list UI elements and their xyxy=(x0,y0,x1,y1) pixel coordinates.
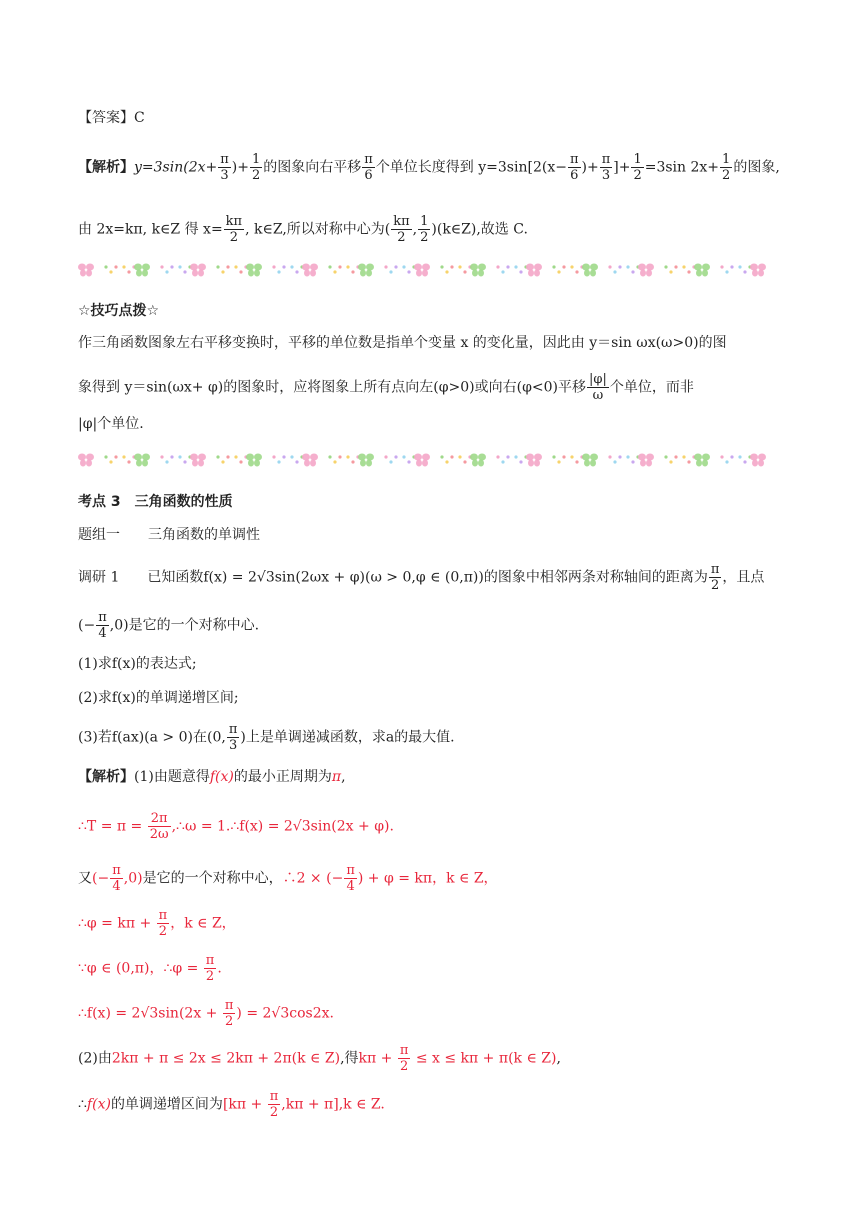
fraction: $\frac{1}{2}$ xyxy=(251,152,261,183)
fraction: $\frac{\pi}{2}$ xyxy=(710,562,720,593)
dot-icon xyxy=(687,270,690,273)
dot-icon xyxy=(506,265,509,268)
text: [kπ + xyxy=(222,1096,267,1113)
text: ∴φ = kπ + xyxy=(78,915,156,932)
dot-icon xyxy=(183,270,186,273)
dot-icon xyxy=(170,455,173,458)
butterfly-border-icon xyxy=(78,449,773,471)
tip-line-1: 作三角函数图象左右平移变换时，平移的单位数是指单个变量 x 的变化量，因此由 y＝sin ωx(ω>0)的图 xyxy=(78,335,727,351)
text: (− xyxy=(78,617,96,634)
dot-icon xyxy=(160,455,163,458)
dot-icon xyxy=(682,455,685,458)
dot-icon xyxy=(239,270,242,273)
tip-line-3: |φ|个单位. xyxy=(78,416,144,432)
analysis-label: 【解析】 xyxy=(78,159,134,176)
dot-icon xyxy=(282,265,285,268)
fraction: $\frac{\pi}{2}$ xyxy=(224,998,234,1029)
dot-icon xyxy=(384,455,387,458)
dot-icon xyxy=(613,270,616,273)
dot-icon xyxy=(725,270,728,273)
solution-line-1 xyxy=(78,767,346,787)
text: 个单位，而非 xyxy=(609,379,694,396)
dot-icon xyxy=(272,455,275,458)
dot-icon xyxy=(450,455,453,458)
group-title: 题组一 三角函数的单调性 xyxy=(78,527,260,543)
dot-icon xyxy=(463,460,466,463)
dot-icon xyxy=(514,455,517,458)
butterfly-icon xyxy=(750,264,766,277)
dot-icon xyxy=(557,460,560,463)
dot-icon xyxy=(720,455,723,458)
butterfly-icon xyxy=(638,264,654,277)
text: 2kπ + π ≤ 2x ≤ 2kπ + 2π(k ∈ Z) xyxy=(111,1050,341,1067)
dot-icon xyxy=(730,455,733,458)
text: ,0) xyxy=(123,870,143,887)
dot-icon xyxy=(669,460,672,463)
fraction: $\frac{1}{2}$ xyxy=(420,214,429,245)
dot-icon xyxy=(496,455,499,458)
question-line-1 xyxy=(78,562,764,593)
dot-icon xyxy=(170,265,173,268)
dot-icon xyxy=(333,460,336,463)
fraction: $\frac{\pi}{6}$ xyxy=(569,152,579,183)
dot-icon xyxy=(407,270,410,273)
butterfly-icon xyxy=(582,454,598,467)
butterfly-icon xyxy=(302,264,318,277)
dot-icon xyxy=(122,265,125,268)
dot-icon xyxy=(178,265,181,268)
butterfly-icon xyxy=(358,264,374,277)
butterfly-icon xyxy=(134,454,150,467)
butterfly-icon xyxy=(358,454,374,467)
fraction: $\frac{|\varphi|}{\omega}$ xyxy=(588,372,607,403)
dot-icon xyxy=(407,460,410,463)
text: 的最小正周期为 xyxy=(233,769,332,785)
butterfly-icon xyxy=(638,454,654,467)
dot-icon xyxy=(104,455,107,458)
solution-line-4 xyxy=(78,908,236,939)
answer-line xyxy=(78,108,145,128)
dot-icon xyxy=(501,270,504,273)
dot-icon xyxy=(277,460,280,463)
butterfly-icon xyxy=(526,454,542,467)
dot-icon xyxy=(738,455,741,458)
dot-icon xyxy=(445,270,448,273)
fraction: $\frac{\pi}{2}$ xyxy=(158,908,168,939)
butterfly-icon xyxy=(694,454,710,467)
butterfly-icon xyxy=(246,264,262,277)
text: 调研 1 已知函数f(x) = 2√3sin(2ωx + φ)(ω > 0,φ ∈ (0,π))的图象中相邻两条对称轴间的距离为 xyxy=(78,569,708,586)
dot-icon xyxy=(674,265,677,268)
text: 是它的一个对称中心， xyxy=(142,870,283,887)
text: 的图象, xyxy=(733,159,780,176)
dot-icon xyxy=(440,455,443,458)
analysis-line-1 xyxy=(78,152,780,183)
dot-icon xyxy=(295,270,298,273)
dot-icon xyxy=(618,265,621,268)
decorative-border xyxy=(78,449,773,471)
dot-icon xyxy=(626,455,629,458)
solution-line-2 xyxy=(78,811,394,842)
fraction: $\frac{k\pi}{2}$ xyxy=(225,214,243,245)
dot-icon xyxy=(514,265,517,268)
text: ,0)是它的一个对称中心. xyxy=(109,617,260,634)
part-1: (1)求f(x)的表达式; xyxy=(78,656,197,672)
decorative-border xyxy=(78,259,773,281)
dot-icon xyxy=(682,265,685,268)
butterfly-icon xyxy=(694,264,710,277)
dot-icon xyxy=(570,265,573,268)
dot-icon xyxy=(557,270,560,273)
dot-icon xyxy=(720,265,723,268)
dot-icon xyxy=(440,265,443,268)
text: kπ + xyxy=(358,1050,397,1067)
butterfly-icon xyxy=(470,454,486,467)
butterfly-icon xyxy=(582,264,598,277)
dot-icon xyxy=(674,455,677,458)
dot-icon xyxy=(346,265,349,268)
dot-icon xyxy=(226,265,229,268)
fraction: $\frac{\pi}{4}$ xyxy=(98,610,107,641)
dot-icon xyxy=(338,455,341,458)
dot-icon xyxy=(552,455,555,458)
dot-icon xyxy=(216,455,219,458)
part-2: (2)求f(x)的单调递增区间; xyxy=(78,690,239,706)
text: f(x) xyxy=(86,1096,111,1113)
text: (2)由 xyxy=(78,1050,112,1067)
section-title: 考点 3 三角函数的性质 xyxy=(78,494,233,510)
solution-line-6 xyxy=(78,998,334,1029)
dot-icon xyxy=(664,455,667,458)
text: f(x) xyxy=(209,769,234,785)
text: )(k∈Z),故选 C. xyxy=(431,221,528,238)
dot-icon xyxy=(239,460,242,463)
dot-icon xyxy=(389,460,392,463)
butterfly-icon xyxy=(302,454,318,467)
text: ，且点 xyxy=(722,569,765,586)
dot-icon xyxy=(394,265,397,268)
dot-icon xyxy=(389,270,392,273)
text: (3)若f(ax)(a > 0)在(0, xyxy=(78,729,226,746)
dot-icon xyxy=(221,270,224,273)
dot-icon xyxy=(338,265,341,268)
dot-icon xyxy=(496,265,499,268)
dot-icon xyxy=(725,460,728,463)
dot-icon xyxy=(575,270,578,273)
text: ) + φ = kπ，k ∈ Z， xyxy=(357,870,498,887)
dot-icon xyxy=(384,265,387,268)
dot-icon xyxy=(626,265,629,268)
dot-icon xyxy=(178,455,181,458)
butterfly-icon xyxy=(190,264,206,277)
dot-icon xyxy=(277,270,280,273)
dot-icon xyxy=(183,460,186,463)
text: π xyxy=(331,769,342,785)
tip-line-2 xyxy=(78,372,694,403)
dot-icon xyxy=(114,265,117,268)
text: )上是单调递减函数，求a的最大值. xyxy=(240,729,455,746)
fraction: $\frac{\pi}{4}$ xyxy=(112,863,121,894)
dot-icon xyxy=(562,265,565,268)
dot-icon xyxy=(608,265,611,268)
dot-icon xyxy=(351,270,354,273)
dot-icon xyxy=(226,455,229,458)
dot-icon xyxy=(160,265,163,268)
dot-icon xyxy=(519,270,522,273)
dot-icon xyxy=(234,455,237,458)
text: ∴T = π = xyxy=(78,818,147,835)
text: ∴ xyxy=(78,1096,87,1113)
dot-icon xyxy=(631,460,634,463)
text: (− xyxy=(92,870,110,887)
text: ≤ x ≤ kπ + π(k ∈ Z) xyxy=(411,1050,557,1067)
dot-icon xyxy=(458,455,461,458)
dot-icon xyxy=(290,455,293,458)
analysis-line-2 xyxy=(78,214,528,245)
dot-icon xyxy=(575,460,578,463)
solution-line-3 xyxy=(78,863,498,894)
dot-icon xyxy=(570,455,573,458)
text: ,得 xyxy=(340,1050,359,1067)
text: 的单调递增区间为 xyxy=(110,1096,223,1113)
dot-icon xyxy=(664,265,667,268)
solution-line-5 xyxy=(78,953,222,984)
dot-icon xyxy=(618,455,621,458)
dot-icon xyxy=(743,460,746,463)
butterfly-icon xyxy=(470,264,486,277)
dot-icon xyxy=(109,270,112,273)
dot-icon xyxy=(501,460,504,463)
butterfly-icon xyxy=(246,454,262,467)
text: =3sin 2x+ xyxy=(644,159,720,176)
text: ，k ∈ Z， xyxy=(170,915,236,932)
fraction: $\frac{\pi}{3}$ xyxy=(601,152,611,183)
dot-icon xyxy=(221,460,224,463)
dot-icon xyxy=(346,455,349,458)
dot-icon xyxy=(669,270,672,273)
dot-icon xyxy=(328,265,331,268)
text: , xyxy=(341,769,346,785)
dot-icon xyxy=(402,455,405,458)
tip-title: ☆技巧点拨☆ xyxy=(78,303,160,319)
text: ∴f(x) = 2√3sin(2x + xyxy=(78,1005,222,1022)
butterfly-icon xyxy=(134,264,150,277)
text: ∴2 × (− xyxy=(282,870,344,887)
dot-icon xyxy=(450,265,453,268)
dot-icon xyxy=(114,455,117,458)
text: , xyxy=(412,221,418,238)
dot-icon xyxy=(687,460,690,463)
dot-icon xyxy=(290,265,293,268)
dot-icon xyxy=(743,270,746,273)
solution-line-7 xyxy=(78,1043,561,1074)
dot-icon xyxy=(295,460,298,463)
dot-icon xyxy=(165,270,168,273)
text: y=3sin(2x+ xyxy=(134,159,218,176)
text: ,kπ + π],k ∈ Z. xyxy=(281,1096,385,1113)
part-3 xyxy=(78,722,455,753)
solution-label: 【解析】 xyxy=(78,769,134,785)
dot-icon xyxy=(165,460,168,463)
dot-icon xyxy=(333,270,336,273)
fraction: $\frac{\pi}{2}$ xyxy=(399,1043,409,1074)
butterfly-icon xyxy=(78,264,94,277)
answer-label: 【答案】 xyxy=(78,110,134,126)
dot-icon xyxy=(104,265,107,268)
text: 的图象向右平移 xyxy=(263,159,362,176)
dot-icon xyxy=(552,265,555,268)
text: 个单位长度得到 y=3sin[2(x− xyxy=(375,159,567,176)
butterfly-icon xyxy=(526,264,542,277)
fraction: $\frac{\pi}{6}$ xyxy=(364,152,373,183)
dot-icon xyxy=(234,265,237,268)
text: )+ xyxy=(231,159,249,176)
question-line-2 xyxy=(78,610,259,641)
text: . xyxy=(217,960,222,977)
dot-icon xyxy=(109,460,112,463)
fraction: $\frac{\pi}{2}$ xyxy=(205,953,215,984)
dot-icon xyxy=(402,265,405,268)
butterfly-icon xyxy=(414,454,430,467)
dot-icon xyxy=(506,455,509,458)
text: )+ xyxy=(581,159,599,176)
dot-icon xyxy=(122,455,125,458)
fraction: $\frac{1}{2}$ xyxy=(722,152,731,183)
fraction: $\frac{\pi}{4}$ xyxy=(346,863,355,894)
dot-icon xyxy=(463,270,466,273)
fraction: $\frac{\pi}{3}$ xyxy=(228,722,238,753)
text: , k∈Z,所以对称中心为( xyxy=(245,221,391,238)
dot-icon xyxy=(730,265,733,268)
dot-icon xyxy=(608,455,611,458)
dot-icon xyxy=(216,265,219,268)
solution-line-8 xyxy=(78,1089,385,1120)
text: ∵φ ∈ (0,π)，∴φ = xyxy=(78,960,203,977)
dot-icon xyxy=(127,460,130,463)
dot-icon xyxy=(351,460,354,463)
answer-value: C xyxy=(134,110,145,126)
dot-icon xyxy=(282,455,285,458)
text: ]+ xyxy=(613,159,631,176)
text: ) = 2√3cos2x. xyxy=(236,1005,334,1022)
dot-icon xyxy=(328,455,331,458)
butterfly-icon xyxy=(414,264,430,277)
dot-icon xyxy=(519,460,522,463)
dot-icon xyxy=(272,265,275,268)
dot-icon xyxy=(613,460,616,463)
text: ,∴ω = 1.∴f(x) = 2√3sin(2x + φ). xyxy=(171,818,394,835)
text: (1)由题意得 xyxy=(134,769,210,785)
text: 又 xyxy=(78,870,92,887)
text: 由 2x=kπ, k∈Z 得 x= xyxy=(78,221,223,238)
butterfly-icon xyxy=(78,454,94,467)
text: , xyxy=(556,1050,561,1067)
butterfly-border-icon xyxy=(78,259,773,281)
dot-icon xyxy=(394,455,397,458)
fraction: $\frac{\pi}{3}$ xyxy=(220,152,229,183)
fraction: $\frac{1}{2}$ xyxy=(633,152,642,183)
dot-icon xyxy=(562,455,565,458)
dot-icon xyxy=(631,270,634,273)
dot-icon xyxy=(738,265,741,268)
dot-icon xyxy=(445,460,448,463)
butterfly-icon xyxy=(190,454,206,467)
dot-icon xyxy=(458,265,461,268)
butterfly-icon xyxy=(750,454,766,467)
fraction: $\frac{\pi}{2}$ xyxy=(269,1089,279,1120)
dot-icon xyxy=(127,270,130,273)
fraction: $\frac{2\pi}{2\omega}$ xyxy=(149,811,169,842)
fraction: $\frac{k\pi}{2}$ xyxy=(393,214,410,245)
text: 象得到 y＝sin(ωx+ φ)的图象时，应将图象上所有点向左(φ>0)或向右(φ<0)平移 xyxy=(78,379,586,396)
